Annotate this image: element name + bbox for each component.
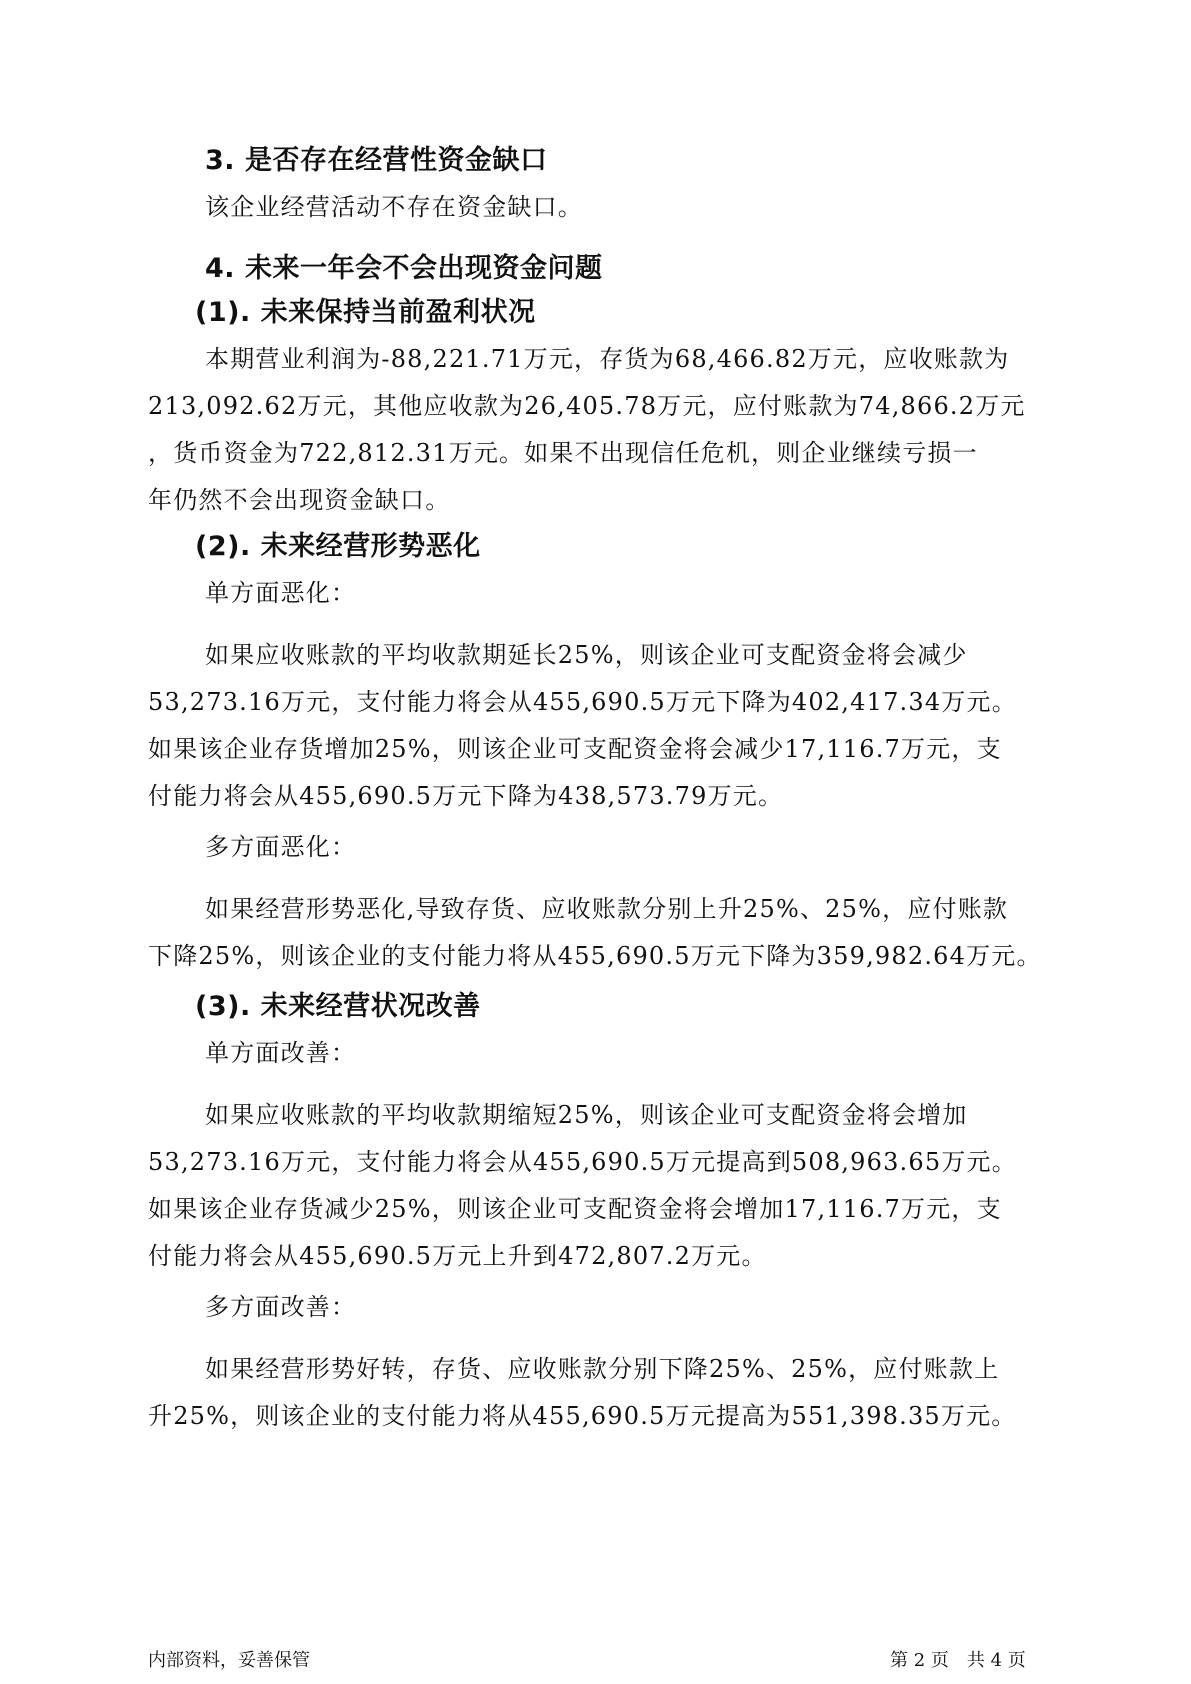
text-line: 53,273.16万元，支付能力将会从455,690.5万元提高到508,963.65万元。 xyxy=(148,1148,1017,1176)
paragraph-single-worsen xyxy=(148,632,1048,820)
text-line: 年仍然不会出现资金缺口。 xyxy=(148,486,451,514)
text-line: 下降25%，则该企业的支付能力将从455,690.5万元下降为359,982.64万元。 xyxy=(148,942,1042,970)
text-line: 付能力将会从455,690.5万元下降为438,573.79万元。 xyxy=(148,782,784,810)
text-line: 本期营业利润为-88,221.71万元，存货为68,466.82万元，应收账款为 xyxy=(205,345,1010,373)
text-line: 53,273.16万元，支付能力将会从455,690.5万元下降为402,417.34万元。 xyxy=(148,688,1017,716)
text-line: 如果经营形势好转，存货、应收账款分别下降25%、25%，应付账款上 xyxy=(205,1355,1000,1383)
text-line: 如果应收账款的平均收款期延长25%，则该企业可支配资金将会减少 xyxy=(205,641,968,669)
paragraph-multi-worsen xyxy=(148,886,1048,980)
heading-next-year: 4. 未来一年会不会出现资金问题 xyxy=(205,253,603,284)
text-line: 升25%，则该企业的支付能力将从455,690.5万元提高为551,398.35万元。 xyxy=(148,1402,1017,1430)
label-single-improve: 单方面改善： xyxy=(205,1039,357,1067)
label-single-worsen: 单方面恶化： xyxy=(205,579,357,607)
text-line: ，货币资金为722,812.31万元。如果不出现信任危机，则企业继续亏损一 xyxy=(148,439,978,467)
footer-page-number: 第 2 页 共 4 页 xyxy=(890,1650,1026,1671)
paragraph-single-improve xyxy=(148,1092,1048,1280)
heading-keep-current: (1). 未来保持当前盈利状况 xyxy=(195,297,536,328)
paragraph-no-gap: 该企业经营活动不存在资金缺口。 xyxy=(205,193,583,221)
text-line: 如果该企业存货增加25%，则该企业可支配资金将会减少17,116.7万元，支 xyxy=(148,735,1002,763)
heading-improve: (3). 未来经营状况改善 xyxy=(195,991,481,1022)
text-line: 付能力将会从455,690.5万元上升到472,807.2万元。 xyxy=(148,1242,767,1270)
text-line: 如果该企业存货减少25%，则该企业可支配资金将会增加17,116.7万元，支 xyxy=(148,1195,1002,1223)
text-line: 213,092.62万元，其他应收款为26,405.78万元，应付账款为74,866.2万元 xyxy=(148,392,1026,420)
label-multi-worsen: 多方面恶化： xyxy=(205,833,357,861)
text-line: 如果应收账款的平均收款期缩短25%，则该企业可支配资金将会增加 xyxy=(205,1101,968,1129)
paragraph-multi-improve xyxy=(148,1346,1048,1440)
footer-confidential-note: 内部资料，妥善保管 xyxy=(148,1650,310,1671)
heading-worsen: (2). 未来经营形势恶化 xyxy=(195,531,481,562)
heading-funding-gap: 3. 是否存在经营性资金缺口 xyxy=(205,145,548,176)
label-multi-improve: 多方面改善： xyxy=(205,1293,357,1321)
paragraph-current-profit xyxy=(148,336,1048,524)
text-line: 如果经营形势恶化,导致存货、应收账款分别上升25%、25%，应付账款 xyxy=(205,895,1009,923)
